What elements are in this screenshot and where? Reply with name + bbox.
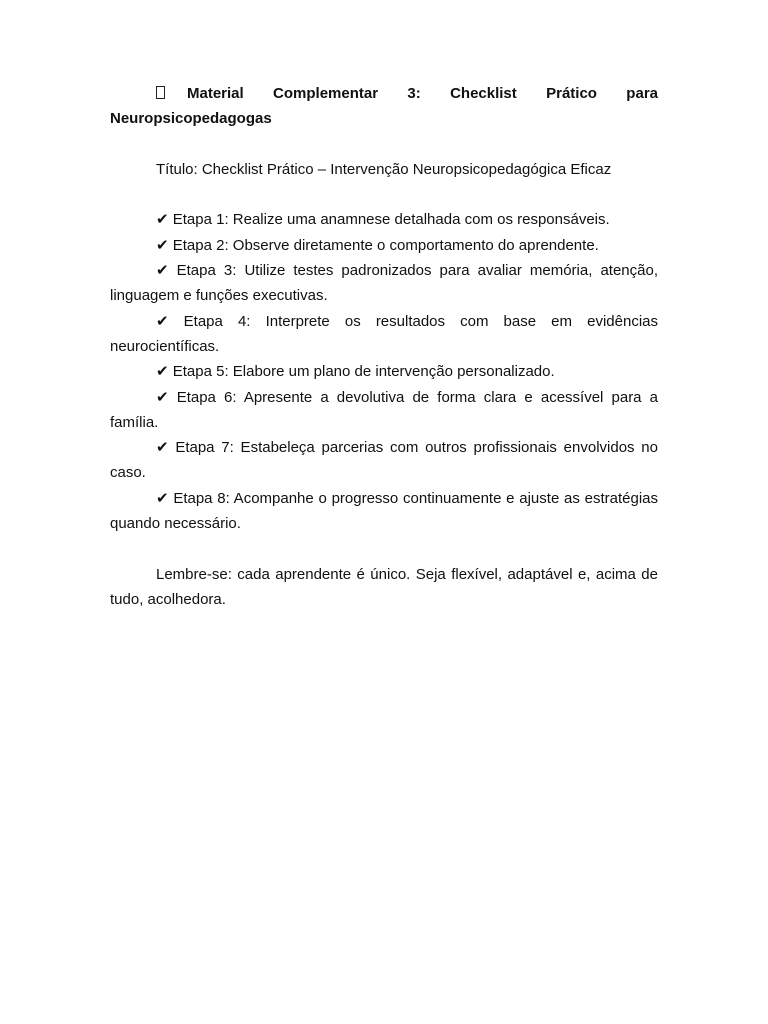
heading-line-1: [110, 81, 658, 106]
checklist-step-1: ✔ Etapa 1: Realize uma anamnese detalhada com os responsáveis.: [156, 211, 610, 229]
checklist-step-8: ✔ Etapa 8: Acompanhe o progresso continuamente e ajuste as estratégias quando necessário.: [110, 489, 658, 533]
spacer: [110, 182, 658, 207]
closing-note: Lembre-se: cada aprendente é único. Seja flexível, adaptável e, acima de tudo, acolhedora.: [110, 565, 658, 608]
spacer: [110, 536, 658, 561]
heading-text-2: Neuropsicopedagogas: [110, 110, 272, 128]
document-heading: [110, 81, 658, 132]
checklist-step-6: ✔ Etapa 6: Apresente a devolutiva de forma clara e acessível para a família.: [110, 388, 658, 431]
missing-glyph-icon: [156, 86, 165, 99]
checklist-step-4: ✔ Etapa 4: Interprete os resultados com base em evidências neurocientíficas.: [110, 312, 658, 355]
checklist-step-7: ✔ Etapa 7: Estabeleça parcerias com outros profissionais envolvidos no caso.: [110, 439, 658, 482]
checklist-step-5: ✔ Etapa 5: Elabore um plano de intervenção personalizado.: [156, 363, 555, 381]
spacer: [110, 132, 658, 157]
checklist-title: Título: Checklist Prático – Intervenção Neuropsicopedagógica Eficaz: [156, 160, 612, 178]
heading-text-1: Material Complementar 3: Checklist Prático para: [187, 85, 658, 102]
checklist-step-3: ✔ Etapa 3: Utilize testes padronizados para avaliar memória, atenção, linguagem e funções executivas.: [110, 262, 658, 305]
document-body: [110, 81, 658, 612]
checklist-step-2: ✔ Etapa 2: Observe diretamente o comportamento do aprendente.: [156, 236, 599, 254]
